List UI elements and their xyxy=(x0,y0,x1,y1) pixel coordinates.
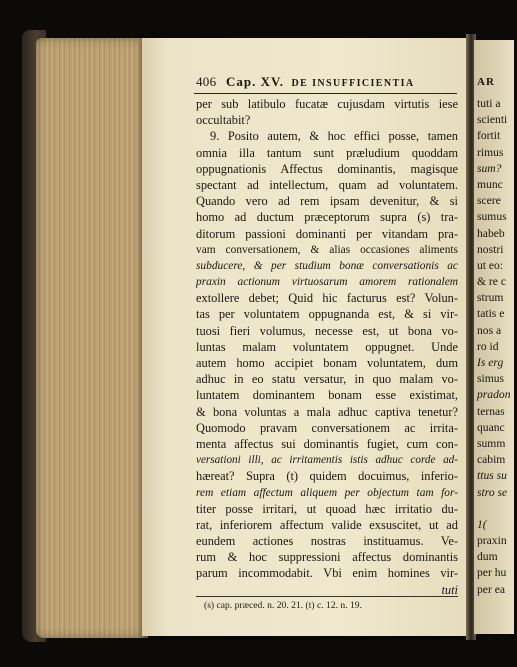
right-page-line: Is erg xyxy=(477,356,504,369)
text-line: vam conversationem, & alias occasiones aliments xyxy=(196,243,458,256)
right-page-line: scere xyxy=(477,194,501,208)
header-title: DE INSUFFICIENTIA xyxy=(291,78,415,89)
text-line: extollere debet; Quid hic facturus est? Volun- xyxy=(196,291,458,306)
footnote: (s) cap. præced. n. 20. 21. (t) c. 12. n. 19. xyxy=(204,600,362,611)
right-page-line: tatis e xyxy=(477,307,505,321)
text-line: omnia illa tantum sunt præludium quoddam xyxy=(196,145,458,160)
right-page-line: scienti xyxy=(477,113,508,127)
text-line: luntas malam voluntatem oppugnet. Unde xyxy=(196,339,458,354)
right-page-line: ut eo: xyxy=(477,258,504,272)
right-page-header: AR xyxy=(477,76,495,88)
header-rule xyxy=(194,93,457,94)
footnote-rule xyxy=(196,596,458,597)
text-line: praxin actionum virtuosarum amorem rationalem xyxy=(196,276,458,289)
text-line: spectant ad intellectum, quam ad voluntatem. xyxy=(196,177,458,192)
text-line: subducere, & per studium bonæ conversationis ac xyxy=(196,259,458,272)
text-line: 9. Posito autem, & hoc effici posse, tamen xyxy=(210,129,458,144)
right-page-line: stro se xyxy=(477,485,508,499)
right-page-line: praxin xyxy=(477,534,507,548)
text-line: rem etiam affectum aliquem per objectum tam for- xyxy=(196,486,458,499)
right-page-line: cabim xyxy=(477,453,506,467)
text-line: versationi illi, ac irritamentis istis adhuc corde ad- xyxy=(196,454,458,467)
right-page-line: 1( xyxy=(477,517,487,531)
text-line: ditorum passioni dominanti per vitandam pra- xyxy=(196,226,458,241)
right-page-line: simus xyxy=(477,372,505,386)
right-page-line: quanc xyxy=(477,420,505,434)
catchword: tuti xyxy=(441,582,458,597)
text-line: rum & hoc suppressioni affectus dominantis xyxy=(196,550,458,565)
right-page-line: strum xyxy=(477,291,504,305)
text-line: hæreat? Supra (t) quidem docuimus, inferio- xyxy=(196,469,458,484)
right-page-line: per ea xyxy=(477,582,505,596)
text-line: per sub latibulo fucatæ cujusdam virtutis iese xyxy=(196,97,458,111)
text-line: rat, inferiorem affectum valide exsuscitet, ut ad xyxy=(196,517,458,532)
running-header xyxy=(196,74,456,92)
text-line: eundem actiones nostras instituamus. Ve- xyxy=(196,534,458,549)
text-line: titer posse irritari, ut quoad hæc irritatio du- xyxy=(196,501,458,516)
right-page-line: per hu xyxy=(477,566,507,580)
right-page-line: habeb xyxy=(477,226,505,240)
page-number: 406 xyxy=(196,74,217,89)
right-page-line: summ xyxy=(477,436,506,450)
text-line: & bona voluntas a mala adhuc captiva tenetur? xyxy=(196,404,458,419)
right-page-line: ternas xyxy=(477,404,505,418)
right-page-line: rimus xyxy=(477,145,504,159)
chapter-label: Cap. XV. xyxy=(225,74,284,89)
right-page-line: nostri xyxy=(477,242,504,256)
right-page-line xyxy=(477,501,517,517)
right-page-line: dum xyxy=(477,550,498,564)
page-fore-edge xyxy=(36,38,148,638)
right-page-line: & re c xyxy=(477,275,506,289)
text-line: parum incommodabit. Vbi enim homines vir- xyxy=(196,566,458,581)
text-line: Quando vero ad rem ipsam devenitur, & si xyxy=(196,194,458,209)
right-page-line: ttus su xyxy=(477,469,507,483)
text-line: Quomodo pravam conversationem ac irrita- xyxy=(196,420,458,435)
right-page-text xyxy=(477,74,517,598)
right-page-line: ro id xyxy=(477,339,499,353)
right-page-line: nos a xyxy=(477,323,502,337)
text-line: occultabit? xyxy=(196,113,251,128)
text-line: oppugnationis Affectus dominantis, magisque xyxy=(196,161,458,176)
text-line: adhuc in eo statu versatur, in quo malam vo- xyxy=(196,372,458,387)
right-page-line: sum? xyxy=(477,161,502,175)
right-page-line: fortit xyxy=(477,129,501,143)
right-page-line: munc xyxy=(477,177,503,191)
text-line: luntatem dominantem bonam esse existimat, xyxy=(196,388,458,403)
text-line: homo ad ductum præceptorum supra (s) tra- xyxy=(196,210,458,225)
right-page-line: sumus xyxy=(477,210,507,224)
text-line: tas per voluntatem oppugnanda est, & si vir- xyxy=(196,307,458,322)
body-text xyxy=(196,96,458,598)
text-line: menta affectus sui dominantis fugiet, cum con- xyxy=(196,436,458,451)
right-page-line: tuti a xyxy=(477,97,501,110)
text-line: tuosi fieri volumus, necesse est, ut bona vo- xyxy=(196,323,458,338)
right-page-line: pradon xyxy=(477,388,511,402)
text-line: autem homo accipiet bonam voluntatem, dum xyxy=(196,356,458,370)
